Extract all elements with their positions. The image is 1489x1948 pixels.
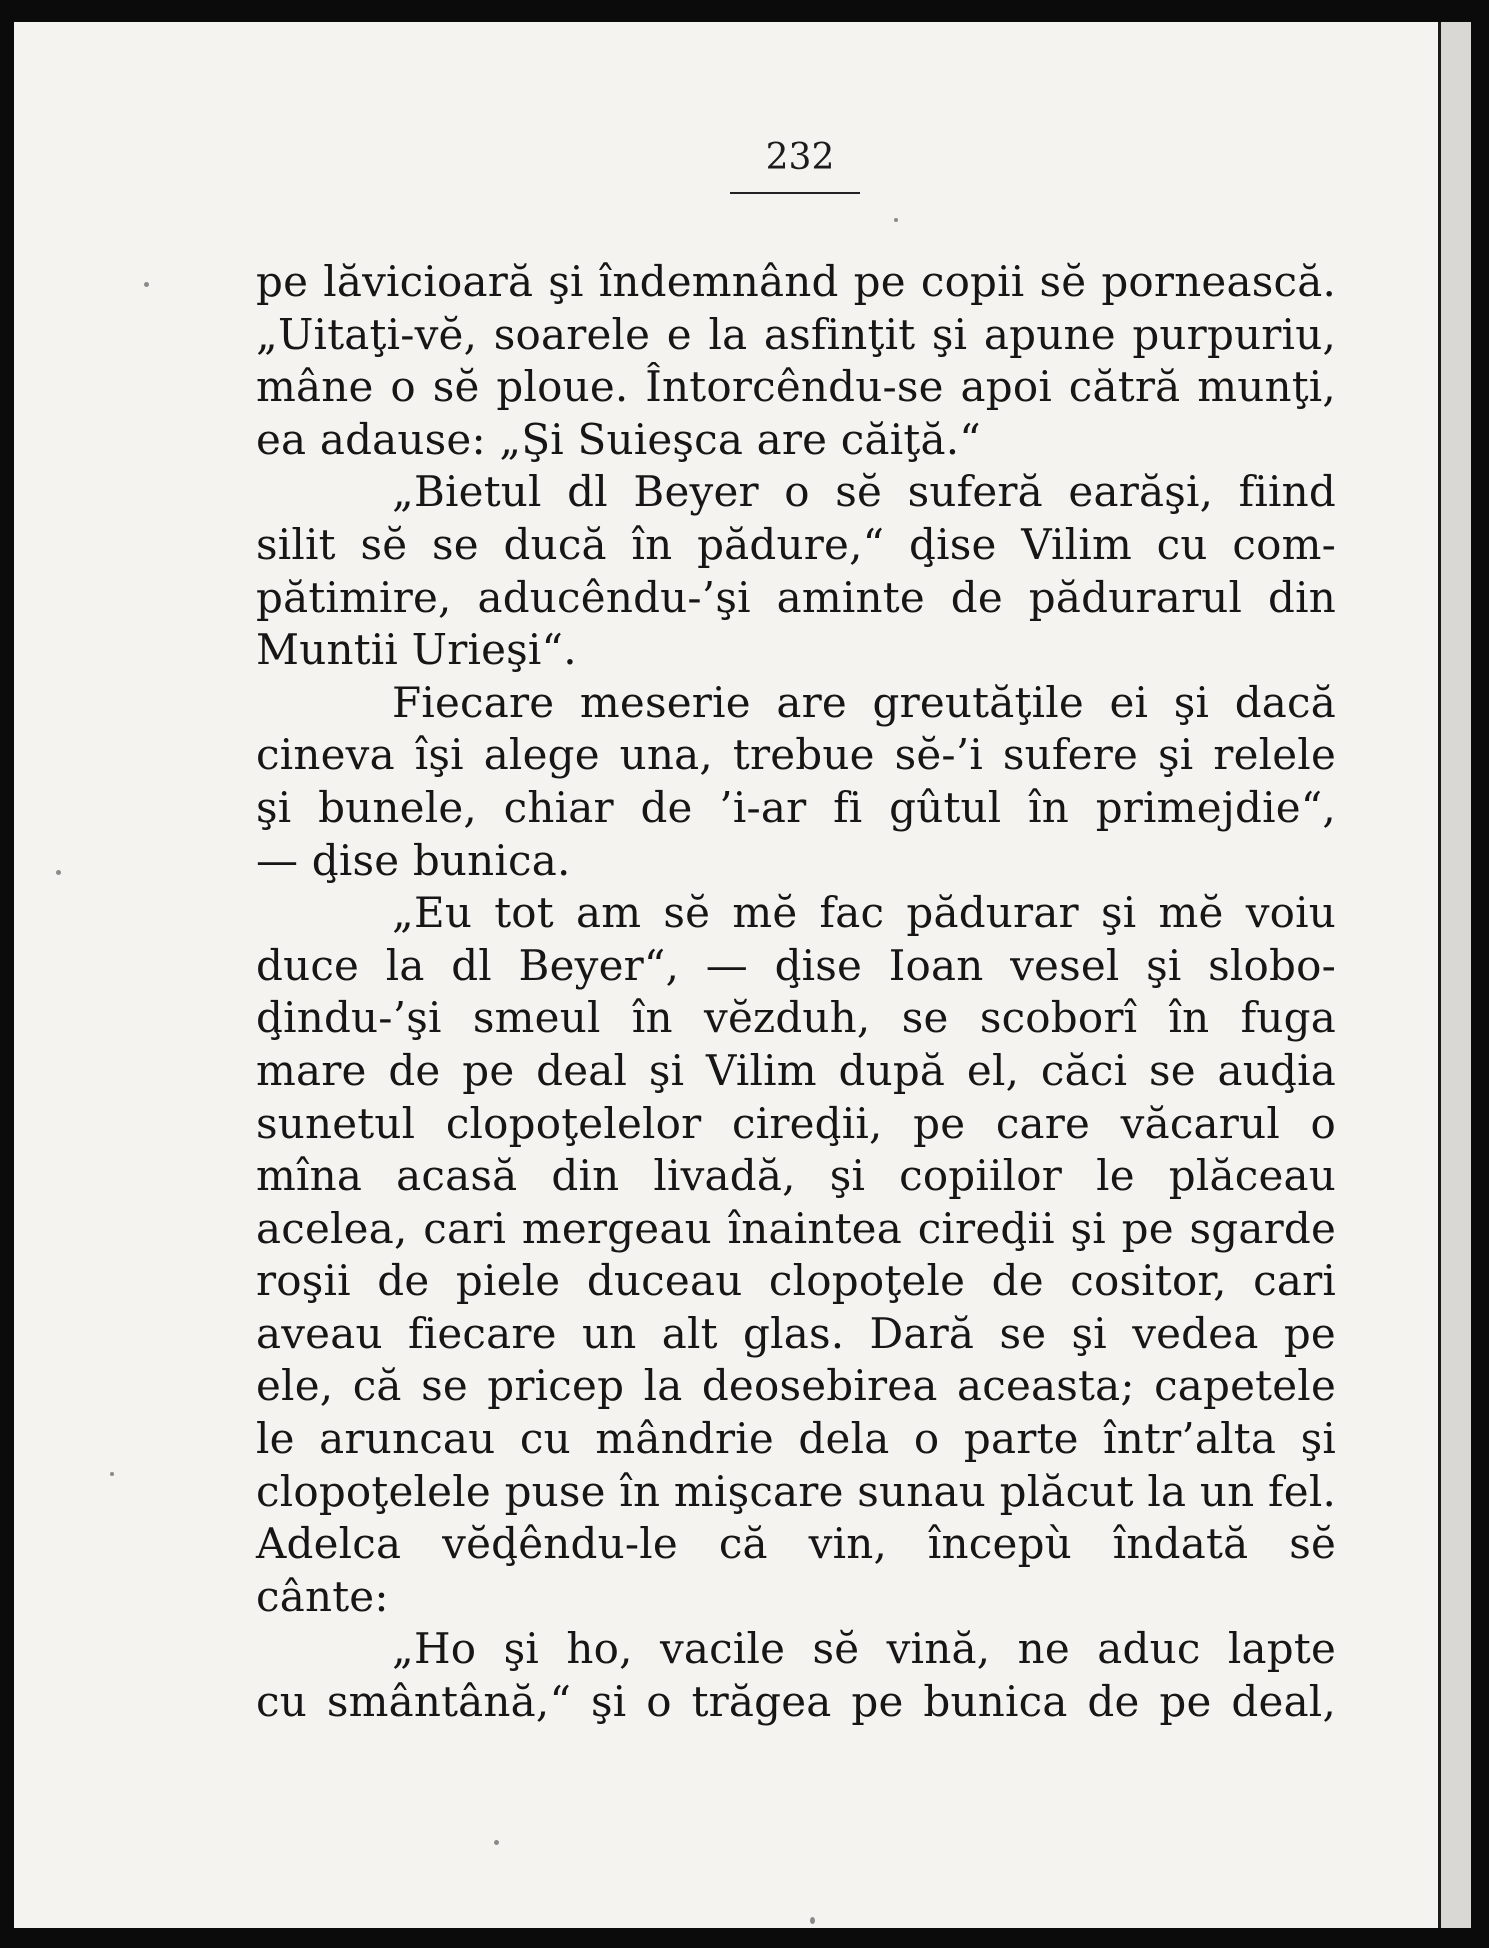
paper-speck bbox=[144, 282, 149, 287]
text-line: ḑindu-’şi smeul în vĕzduh, se scoborî în fuga bbox=[256, 993, 1336, 1043]
paper-speck bbox=[894, 218, 898, 222]
text-line: mâne o sĕ ploue. Întorcêndu-se apoi cătră munţi, bbox=[256, 362, 1336, 412]
text-line: pătimire, aducêndu-’şi aminte de pădurarul din bbox=[256, 572, 1336, 622]
text-line: roşii de piele duceau clopoţele de cositor, cari bbox=[256, 1256, 1336, 1306]
text-line: Fiecare meserie are greutăţile ei şi dacă bbox=[392, 677, 1336, 727]
text-line: cineva îşi alege una, trebue sĕ-’i sufere şi relele bbox=[256, 730, 1336, 780]
text-line: cânte: bbox=[256, 1571, 389, 1621]
text-line: sunetul clopoţelelor cireḑii, pe care văcarul o bbox=[256, 1098, 1336, 1148]
text-line: ele, că se pricep la deosebirea aceasta; capetele bbox=[256, 1361, 1336, 1411]
text-line: Adelca vĕḑêndu-le că vin, începù îndată sĕ bbox=[256, 1519, 1336, 1569]
text-line: „Eu tot am sĕ mĕ fac pădurar şi mĕ voiu bbox=[392, 888, 1336, 938]
text-line: clopoţelele puse în mişcare sunau plăcut la un fel. bbox=[256, 1466, 1336, 1516]
page-number: 232 bbox=[765, 137, 835, 178]
text-line: mare de pe deal şi Vilim după el, căci se auḑia bbox=[256, 1045, 1336, 1095]
text-line: mîna acasă din livadă, şi copiilor le plăceau bbox=[256, 1151, 1336, 1201]
text-line: le aruncau cu mândrie dela o parte într’alta şi bbox=[256, 1414, 1336, 1464]
text-line: silit sĕ se ducă în pădure,“ ḑise Vilim cu com- bbox=[256, 519, 1336, 569]
paper-speck bbox=[56, 870, 61, 875]
text-line: duce la dl Beyer“, — ḑise Ioan vesel şi slobo- bbox=[256, 940, 1336, 990]
paper-speck bbox=[494, 1840, 499, 1845]
text-line: acelea, cari mergeau înaintea cireḑii şi pe sgarde bbox=[256, 1203, 1336, 1253]
text-line: şi bunele, chiar de ’i-ar fi gûtul în primejdie“, bbox=[256, 782, 1336, 832]
text-line: „Bietul dl Beyer o sĕ suferă earăşi, fiind bbox=[392, 467, 1336, 517]
text-line: — ḑise bunica. bbox=[256, 835, 571, 885]
text-line: „Ho şi ho, vacile sĕ vină, ne aduc lapte bbox=[392, 1624, 1336, 1674]
text-line: pe lăvicioară şi îndemnând pe copii sĕ pornească. bbox=[256, 257, 1336, 306]
text-line: cu smântână,“ şi o trăgea pe bunica de pe deal, bbox=[256, 1677, 1336, 1727]
body-text bbox=[256, 256, 1336, 1729]
text-line: aveau fiecare un alt glas. Dară se şi vedea pe bbox=[256, 1308, 1336, 1358]
paper-speck bbox=[810, 1917, 815, 1924]
paper-speck bbox=[110, 1472, 114, 1476]
page-number-rule bbox=[730, 192, 860, 194]
page-edge-strip bbox=[1438, 22, 1471, 1928]
text-line: ea adause: „Şi Suieşca are căiţă.“ bbox=[256, 414, 981, 464]
text-line: „Uitaţi-vĕ, soarele e la asfinţit şi apune purpuriu, bbox=[256, 309, 1336, 359]
text-line: Muntii Urieşi“. bbox=[256, 625, 577, 675]
